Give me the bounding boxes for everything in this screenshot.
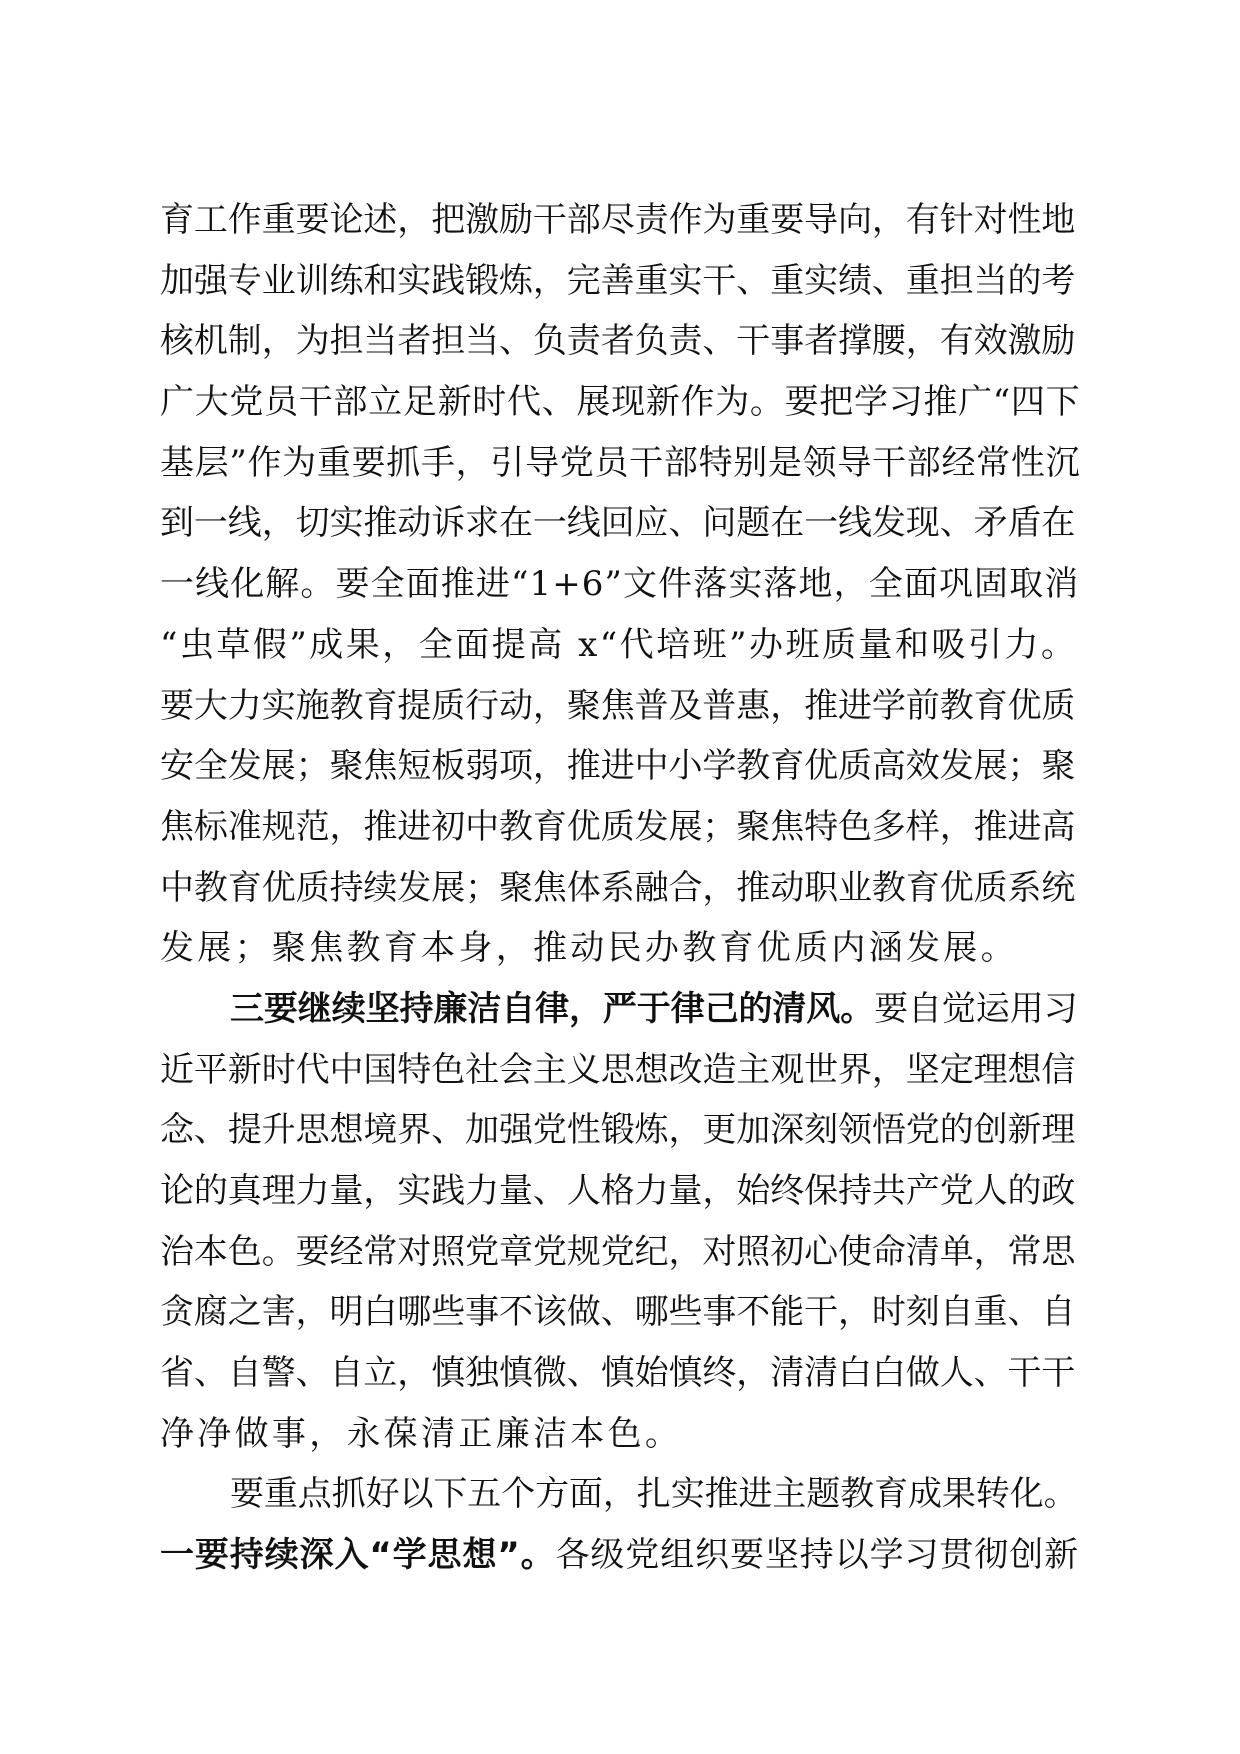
- body-text-segment: 到一线，切实推动诉求在一线回应、问题在一线发现、矛盾在: [160, 503, 1076, 544]
- body-text-segment: 焦标准规范，推进初中教育优质发展；聚焦特色多样，推进高: [160, 806, 1076, 847]
- body-text-segment: 核机制，为担当者担当、负责者负责、干事者撑腰，有效激励: [160, 321, 1076, 362]
- body-text-segment: 一线化解。要全面推进“1+6”文件落实落地，全面巩固取消: [160, 564, 1080, 605]
- bold-heading-text: 三要继续坚持廉洁自律，严于律己的清风。: [230, 988, 875, 1029]
- text-line: [160, 1161, 1080, 1222]
- body-text-segment: 要大力实施教育提质行动，聚焦普及普惠，推进学前教育优质: [160, 685, 1076, 726]
- text-line: [160, 554, 1080, 615]
- text-line: [160, 797, 1080, 858]
- body-text-segment: 要自觉运用习: [874, 988, 1078, 1029]
- body-text-segment: 育工作重要论述，把激励干部尽责作为重要导向，有针对性地: [160, 200, 1076, 240]
- text-line: [160, 433, 1080, 494]
- body-text-segment: 省、自警、自立，慎独慎微、慎始慎终，清清白白做人、干干: [160, 1353, 1076, 1394]
- text-line: [160, 1040, 1080, 1101]
- body-text-segment: 念、提升思想境界、加强党性锻炼，更加深刻领悟党的创新理: [160, 1110, 1076, 1151]
- text-line: [160, 615, 1080, 676]
- text-line: [160, 1343, 1080, 1404]
- text-line: [160, 1282, 1080, 1343]
- text-line: [160, 311, 1080, 372]
- body-text-segment: 贪腐之害，明白哪些事不该做、哪些事不能干，时刻自重、自: [160, 1292, 1076, 1333]
- text-line: [160, 190, 1080, 251]
- text-line: [160, 979, 1080, 1040]
- text-line: [160, 1222, 1080, 1283]
- text-line: [160, 493, 1080, 554]
- body-text-segment: 各级党组织要坚持以学习贯彻创新: [555, 1535, 1079, 1576]
- body-text-segment: 治本色。要经常对照党章党规党纪，对照初心使命清单，常思: [160, 1231, 1076, 1272]
- body-text-segment: “虫草假”成果，全面提高 x“代培班”办班质量和吸引力。: [160, 624, 1078, 665]
- body-text-segment: 中教育优质持续发展；聚焦体系融合，推动职业教育优质系统: [160, 867, 1076, 908]
- body-text-segment: 基层”作为重要抓手，引导党员干部特别是领导干部经常性沉: [160, 442, 1081, 483]
- text-line: [160, 858, 1080, 919]
- text-line: [160, 1525, 1080, 1586]
- text-line: [160, 736, 1080, 797]
- body-text-segment: 要重点抓好以下五个方面，扎实推进主题教育成果转化。: [230, 1474, 1078, 1515]
- body-text-segment: 净净做事，永葆清正廉洁本色。: [160, 1413, 683, 1454]
- text-line: [160, 372, 1080, 433]
- text-line: [160, 918, 1080, 979]
- body-text-segment: 加强专业训练和实践锻炼，完善重实干、重实绩、重担当的考: [160, 260, 1076, 301]
- body-text-segment: 广大党员干部立足新时代、展现新作为。要把学习推广“四下: [160, 382, 1081, 423]
- body-text-segment: 安全发展；聚焦短板弱项，推进中小学教育优质高效发展；聚: [160, 746, 1076, 787]
- body-text-segment: 近平新时代中国特色社会主义思想改造主观世界，坚定理想信: [160, 1049, 1076, 1090]
- text-line: [160, 1464, 1080, 1525]
- text-line: [160, 1404, 1080, 1465]
- body-text: [160, 190, 1080, 1586]
- bold-heading-text: 一要持续深入“学思想”。: [160, 1535, 556, 1576]
- body-text-segment: 发展；聚焦教育本身，推动民办教育优质内涵发展。: [160, 928, 1018, 969]
- text-line: [160, 1100, 1080, 1161]
- body-text-segment: 论的真理力量，实践力量、人格力量，始终保持共产党人的政: [160, 1171, 1076, 1211]
- text-line: [160, 251, 1080, 312]
- text-line: [160, 676, 1080, 737]
